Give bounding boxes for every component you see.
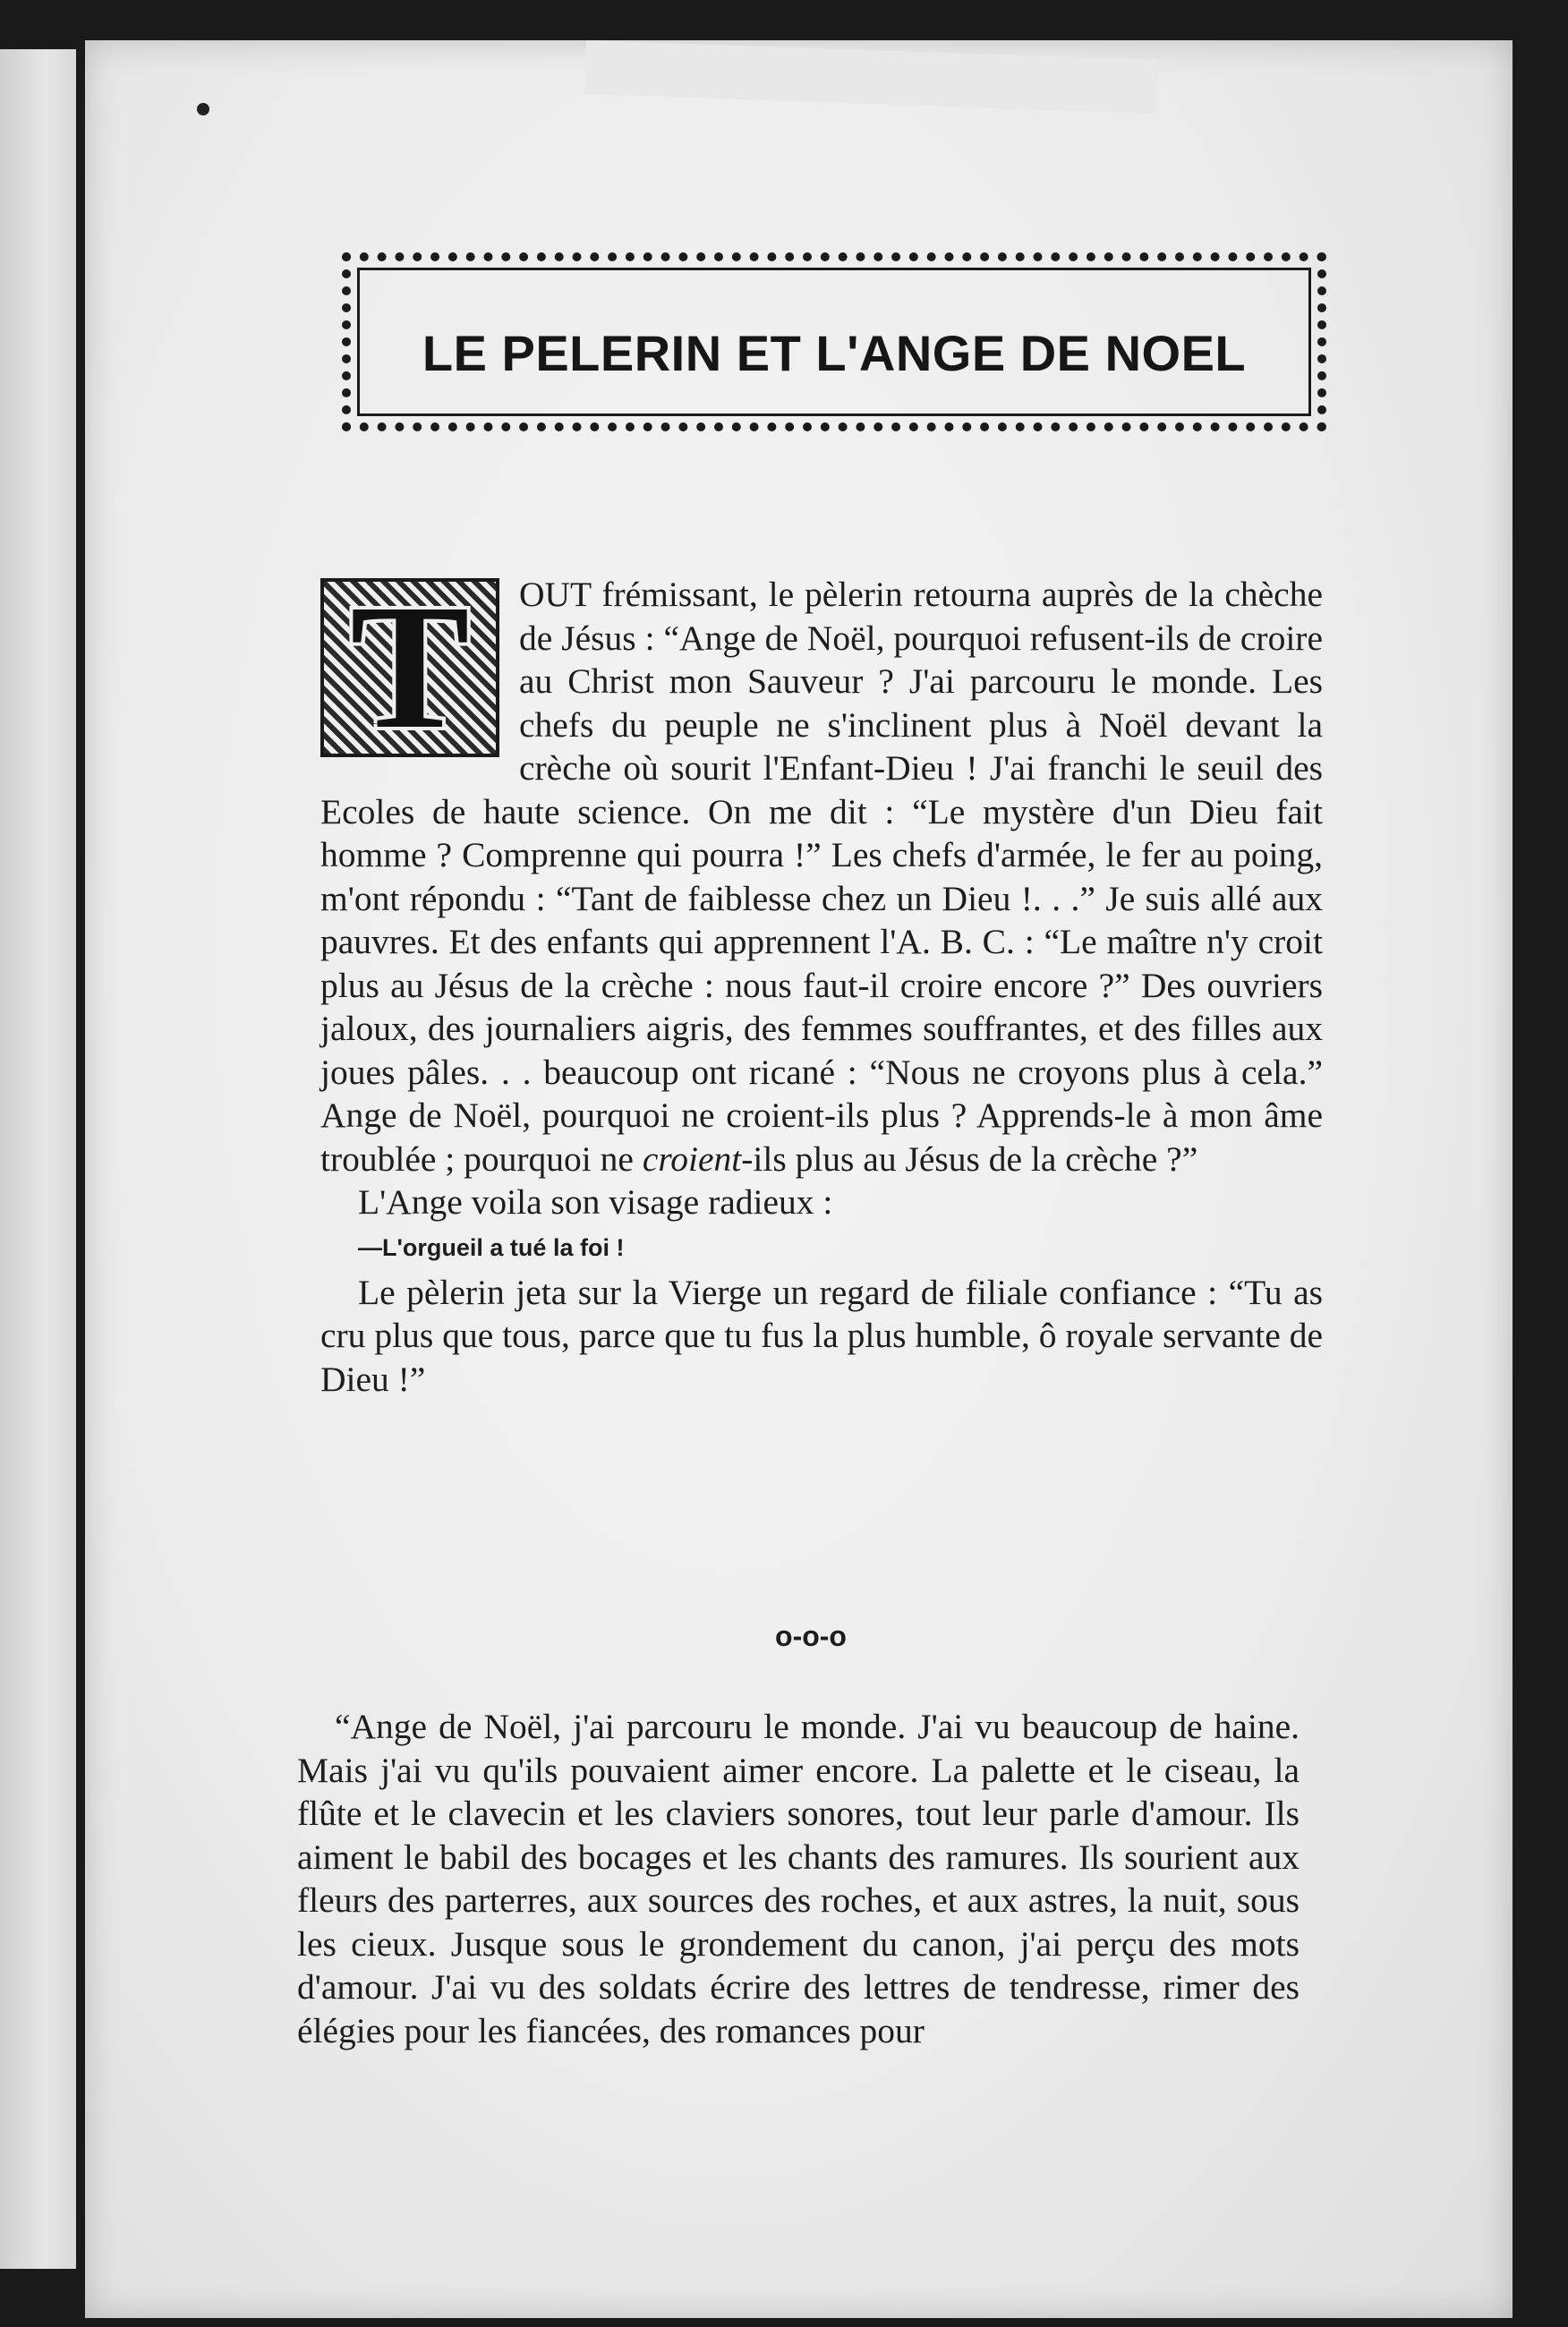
paragraph-pilgrim-virgin: Le pèlerin jeta sur la Vierge un regard de filiale confiance : “Tu as cru plus que tous, parce que tu fus la plus humble, ô royale servante de Dieu !” <box>320 1272 1323 1399</box>
paragraph-1-end: -ils plus au Jésus de la crèche ?” <box>741 1138 1198 1179</box>
angel-retort: —L'orgueil a tué la foi ! <box>358 1233 625 1261</box>
paper-strip <box>584 40 1159 114</box>
paragraph-pilgrim-love: “Ange de Noël, j'ai parcouru le monde. J'ai vu beaucoup de haine. Mais j'ai vu qu'ils pouvaient aimer encore. La palette et le ciseau, la flûte et le clavecin et les claviers sonores, tout leur parle d'amour. Ils aiment le babil des bocages et les chants des ramures. Ils sourient aux fleurs des parterres, aux sources des roches, et aux astres, la nuit, sous les cieux. Jusque sous le grondement du canon, j'ai perçu des mots d'amour. J'ai vu des soldats écrire des lettres de tendresse, rimer des élégies pour les fiancées, des romances pour <box>297 1707 1300 2050</box>
page-title: LE PELERIN ET L'ANGE DE NOEL <box>422 325 1247 381</box>
drop-cap-letter: T <box>350 568 470 766</box>
paragraph-1-italic: croient <box>642 1138 742 1179</box>
paragraph-1-text: OUT frémissant, le pèlerin retourna auprès de la chèche de Jésus : “Ange de Noël, pourquoi refusent-ils de croire au Christ mon Sauveur ? J'ai parcouru le monde. Les chefs du peuple ne s'inclinent plus à Noël devant la crèche où sourit l'Enfant-Dieu ! J'ai franchi le seuil des Ecoles de haute science. On me dit : “Le mystère d'un Dieu fait homme ? Comprenne qui pourra !” Les chefs d'armée, le fer au poing, m'ont répondu : “Tant de faiblesse chez un Dieu !. . .” Je suis allé aux pauvres. Et des enfants qui apprennent l'A. B. C. : “Le maître n'y croit plus au Jésus de la crèche : nous faut-il croire encore ?” Des ouvriers jaloux, des journaliers aigris, des femmes souffrantes, et des filles aux joues pâles. . . beaucoup ont ricané : “Nous ne croyons plus à cela.” Ange de Noël, pourquoi ne croient-ils plus ? Apprends-le à mon âme troublée ; pourquoi ne <box>320 575 1323 1179</box>
ink-dot <box>197 103 209 115</box>
ornamental-drop-cap <box>320 568 499 766</box>
paragraph-angel-veil: L'Ange voila son visage radieux : <box>358 1182 833 1222</box>
title-frame <box>342 252 1326 431</box>
story-text-continued <box>297 1705 1300 2052</box>
story-text <box>320 568 1323 1401</box>
facing-page-edge <box>0 49 76 2269</box>
section-separator: o-o-o <box>775 1620 847 1652</box>
